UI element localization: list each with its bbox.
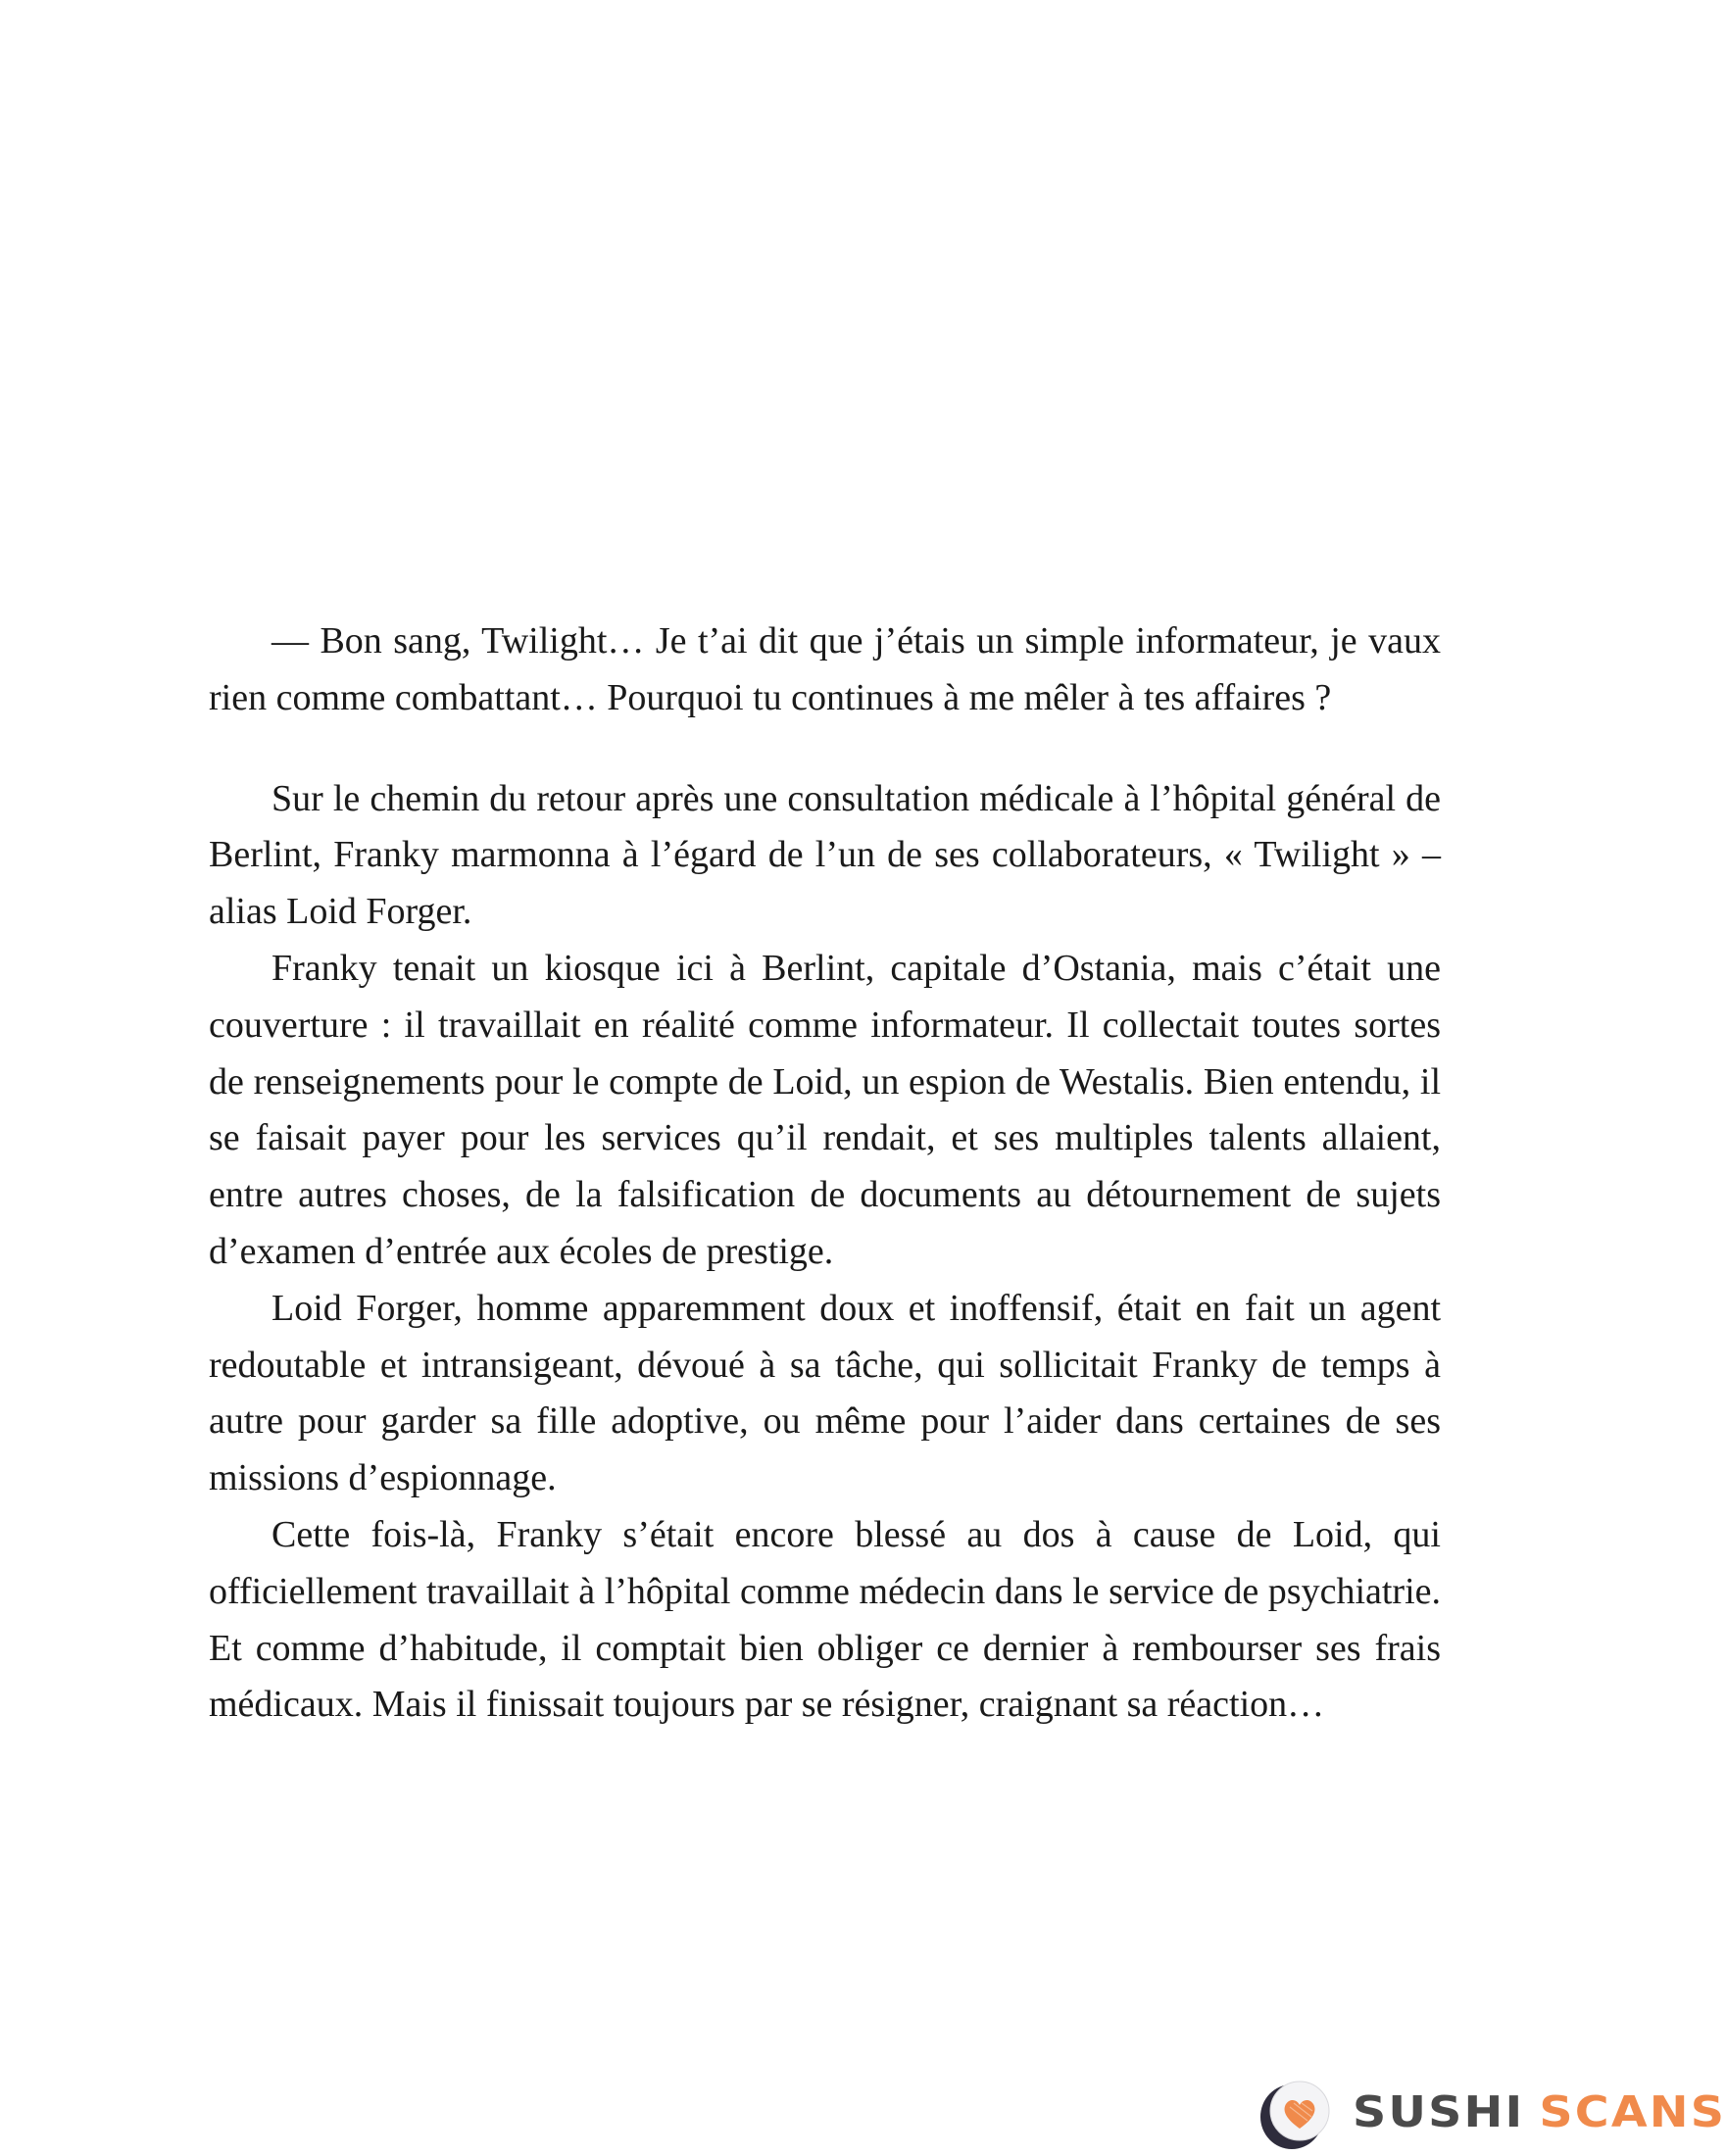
paragraph: Cette fois-là, Franky s’était encore blessé au dos à cause de Loid, qui officiellement travaillait à l’hôpital comme médecin dans le service de psychiatrie. Et comme d’habitude, il comptait bien obliger ce dernier à rembourser ses frais médicaux. Mais il finissait toujours par se résigner, craignant sa réaction… <box>209 1513 1441 1726</box>
paragraph: Franky tenait un kiosque ici à Berlint, capitale d’Ostania, mais c’était une couverture : il travaillait en réalité comme informateur. Il collectait toutes sortes de renseignements pour le compte de Loid, un espion de Westalis. Bien entendu, il se faisait payer pour les services qu’il rendait, et ses multiples talents allaient, entre autres choses, de la falsification de documents au détournement de sujets d’examen d’entrée aux écoles de prestige. <box>209 947 1441 1272</box>
paragraph: Loid Forger, homme apparemment doux et inoffensif, était en fait un agent redoutable et intransigeant, dévoué à sa tâche, qui sollicitait Franky de temps à autre pour garder sa fille adoptive, ou même pour l’aider dans certaines de ses missions d’espionnage. <box>209 1287 1441 1499</box>
paragraph: Sur le chemin du retour après une consultation médicale à l’hôpital général de Berlint, Franky marmonna à l’égard de l’un de ses collaborateurs, « Twilight » – alias Loid Forger. <box>209 777 1441 933</box>
watermark-text <box>1353 2089 1726 2136</box>
dialogue-paragraph: — Bon sang, Twilight… Je t’ai dit que j’étais un simple informateur, je vaux rien comme combattant… Pourquoi tu continues à me mêler à tes affaires ? <box>209 620 1441 718</box>
watermark-word-sushi: SUSHI <box>1353 2087 1525 2137</box>
sushi-roll-heart-icon <box>1257 2074 1335 2152</box>
watermark-word-scans: SCANS <box>1539 2087 1726 2137</box>
body-text <box>209 613 1441 1734</box>
watermark-logo <box>1257 2074 1726 2152</box>
